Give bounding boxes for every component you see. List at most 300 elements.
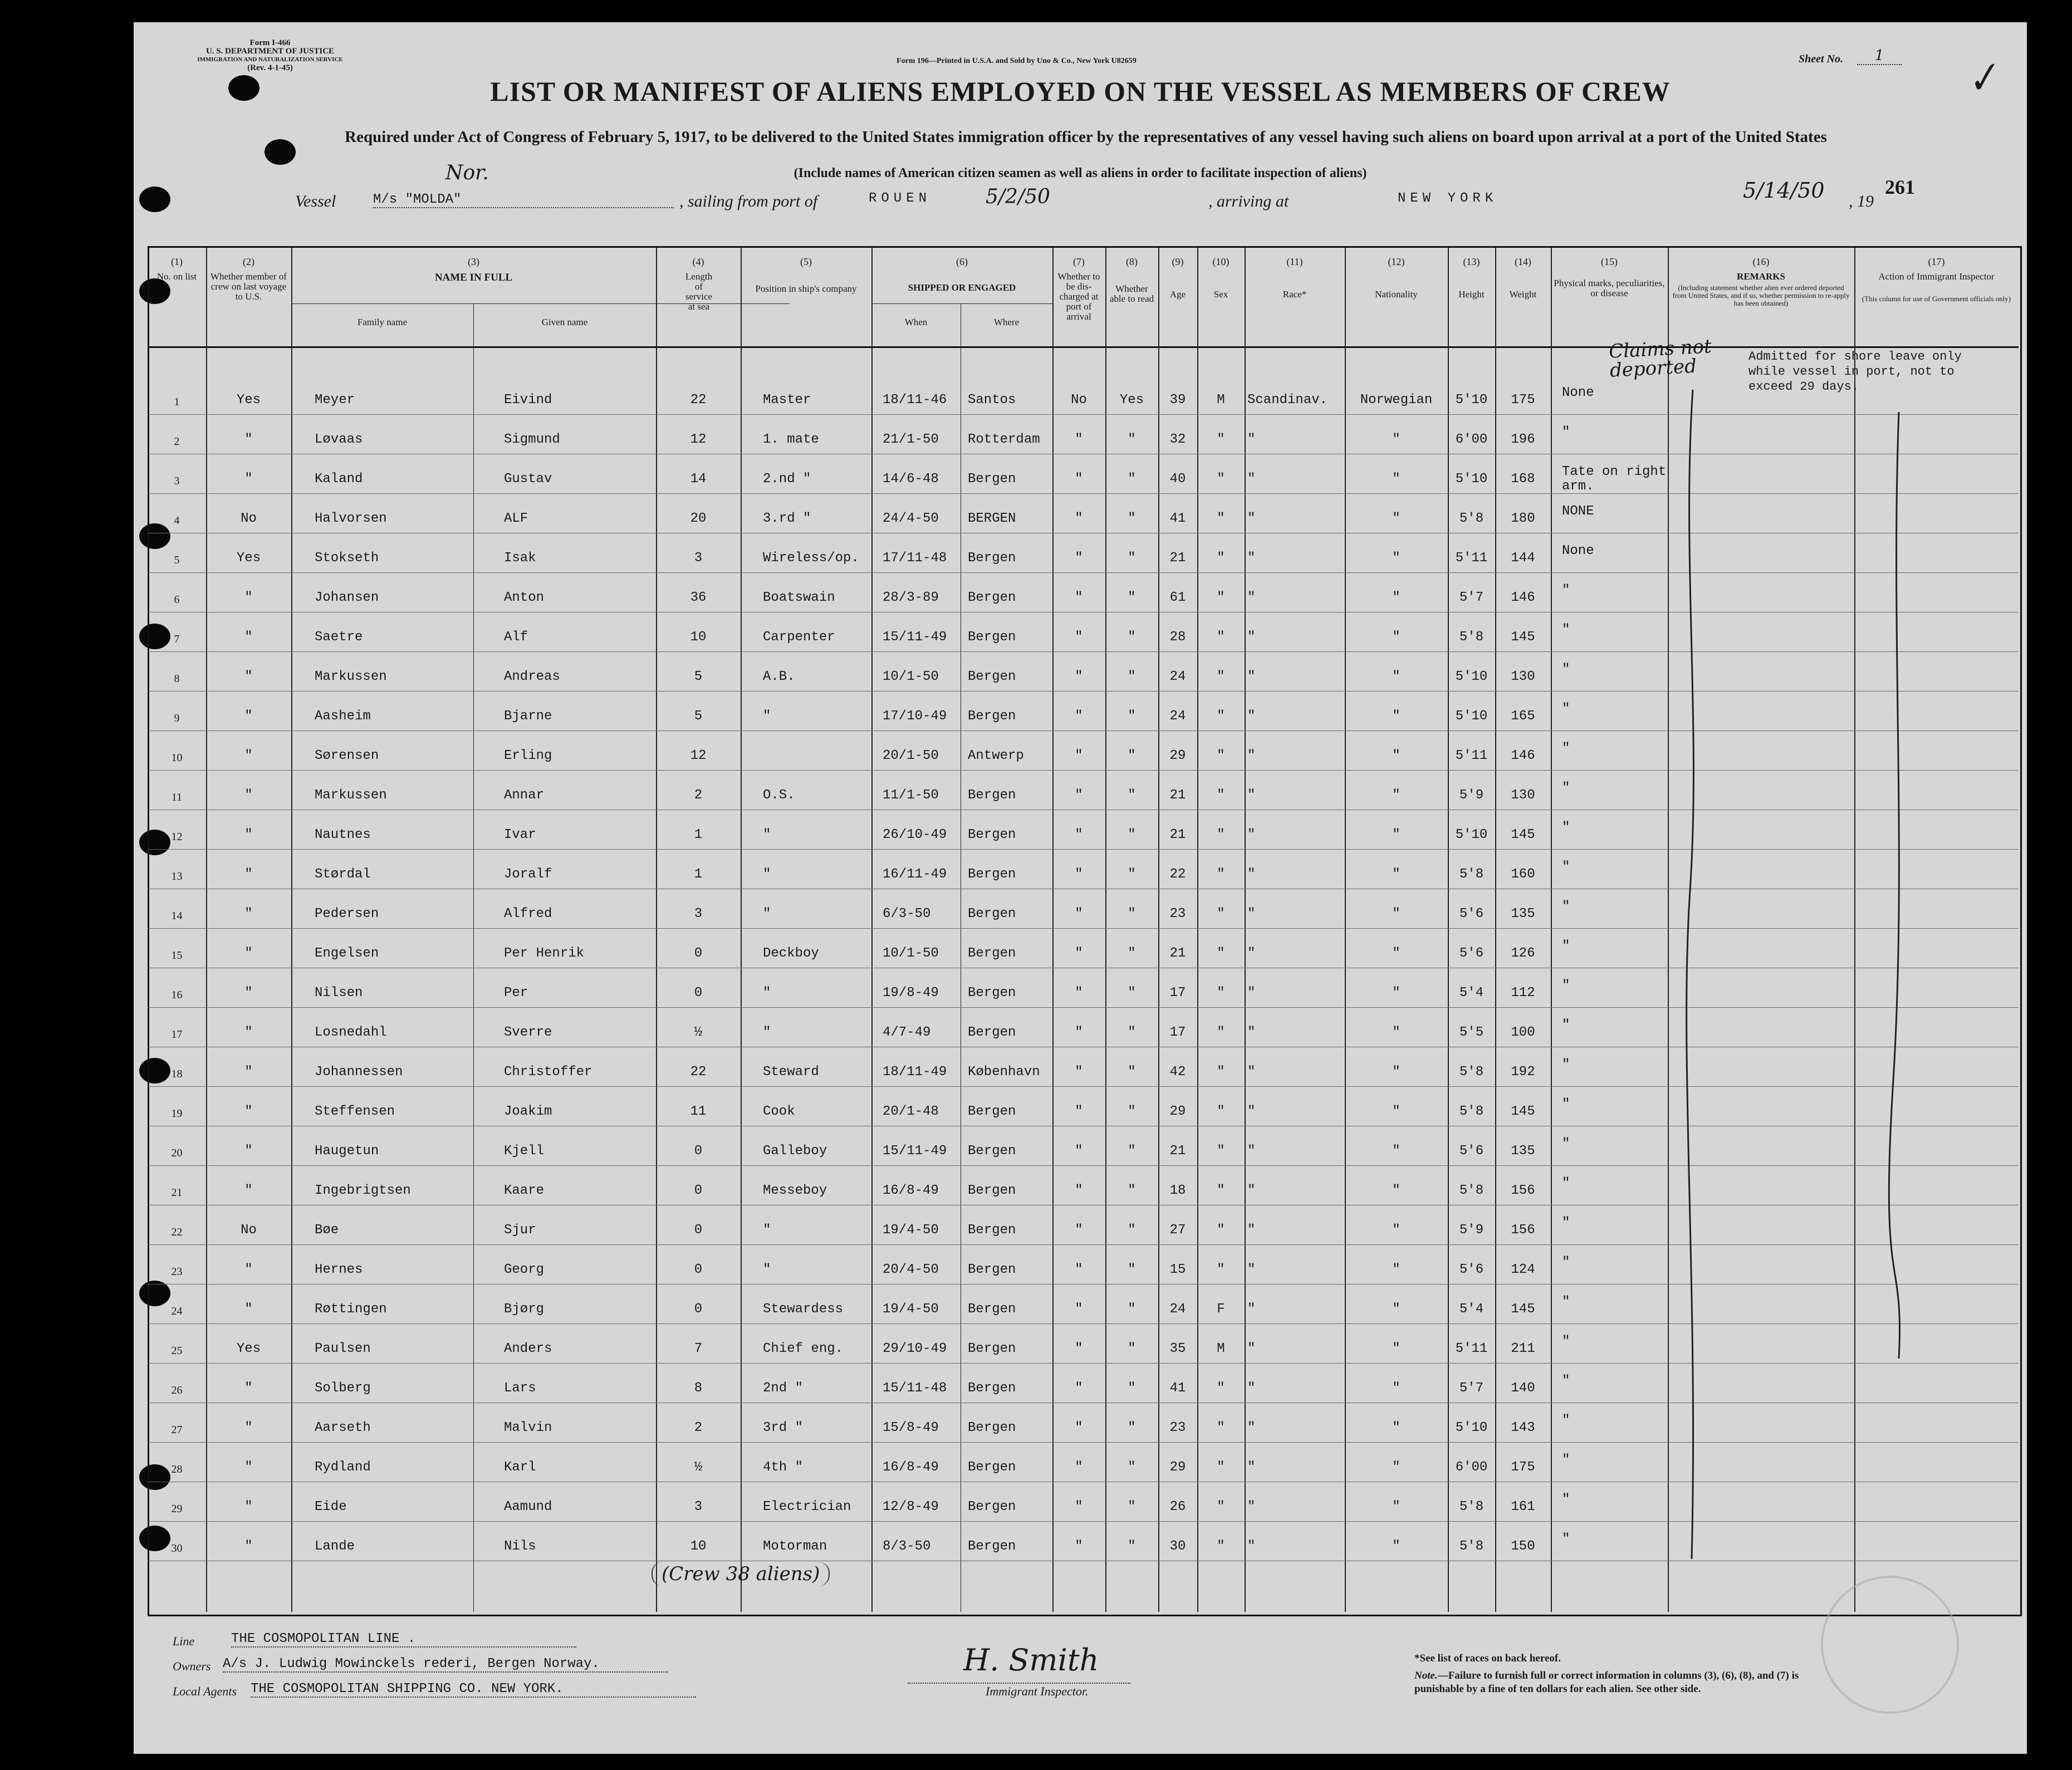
cell-nat: " (1392, 472, 1400, 487)
cell-race: " (1247, 1025, 1256, 1040)
cell-age: 39 (1169, 393, 1186, 408)
cell-age: 29 (1169, 748, 1186, 763)
cell-height: 5'6 (1459, 946, 1484, 961)
to-port: NEW YORK (1398, 191, 1498, 206)
cell-family: Aasheim (315, 709, 371, 724)
cell-sex: M (1217, 393, 1225, 408)
cell-no: 18 (171, 1068, 183, 1080)
cell-age: 17 (1169, 1025, 1186, 1040)
cell-position: " (763, 709, 771, 724)
cell-prev: No (241, 1223, 257, 1238)
cell-family: Solberg (315, 1381, 371, 1396)
cell-sex: " (1217, 1381, 1225, 1396)
cell-prev: " (244, 1539, 253, 1554)
cell-where: Bergen (968, 1223, 1016, 1238)
cell-sex: " (1217, 709, 1225, 724)
cell-disch: " (1075, 1223, 1083, 1238)
cell-age: 26 (1169, 1499, 1186, 1514)
col-header-nationality: Nationality (1375, 289, 1418, 300)
cell-where: Bergen (968, 985, 1016, 1001)
cell-read: " (1128, 1381, 1136, 1396)
cell-nat: " (1392, 906, 1400, 921)
cell-service: 0 (694, 1183, 703, 1198)
cell-when: 18/11-46 (883, 393, 947, 408)
cell-prev: " (244, 827, 253, 842)
cell-family: Paulsen (315, 1341, 371, 1356)
cell-marks: None (1562, 385, 1594, 400)
cell-service: 22 (690, 1065, 707, 1080)
cell-service: 0 (694, 946, 703, 961)
cell-family: Johannessen (315, 1065, 403, 1080)
table-row (134, 376, 2027, 415)
cell-weight: 161 (1511, 1499, 1535, 1514)
check-mark: ✓ (1960, 52, 2004, 105)
cell-service: 12 (690, 748, 707, 763)
cell-family: Steffensen (315, 1104, 395, 1119)
cell-nat: " (1392, 1499, 1400, 1514)
cell-prev: Yes (236, 393, 261, 408)
cell-nat: " (1392, 630, 1400, 645)
cell-weight: 135 (1511, 1144, 1535, 1159)
cell-sex: " (1217, 1223, 1225, 1238)
cell-service: 12 (690, 432, 707, 447)
cell-age: 24 (1169, 1302, 1186, 1317)
cell-family: Engelsen (315, 946, 379, 961)
cell-where: Bergen (968, 1104, 1016, 1119)
table-row (134, 692, 2027, 732)
cell-no: 6 (174, 594, 180, 606)
cell-disch: " (1075, 432, 1083, 447)
owners-value: A/s J. Ludwig Mowinckels rederi, Bergen Norway. (223, 1656, 668, 1673)
cell-disch: " (1075, 1183, 1083, 1198)
cell-height: 5'6 (1459, 906, 1484, 921)
cell-read: " (1128, 1262, 1136, 1277)
col-header-name: NAME IN FULL (434, 272, 513, 283)
cell-height: 5'4 (1459, 985, 1484, 1001)
cell-sex: " (1217, 827, 1225, 842)
cell-family: Halvorsen (315, 511, 387, 526)
cell-family: Meyer (315, 393, 355, 408)
cell-age: 42 (1169, 1065, 1186, 1080)
table-row (134, 1166, 2027, 1206)
cell-given: Anders (504, 1341, 552, 1356)
cell-marks: " (1562, 1018, 1570, 1033)
cell-height: 5'8 (1459, 867, 1484, 882)
cell-family: Pedersen (315, 906, 379, 921)
vessel-name: M/s "MOLDA" (373, 192, 674, 208)
cell-weight: 130 (1511, 788, 1535, 803)
cell-prev: Yes (236, 1341, 261, 1356)
cell-weight: 168 (1511, 472, 1535, 487)
cell-no: 11 (171, 791, 183, 803)
table-row (134, 534, 2027, 573)
table-row (134, 1364, 2027, 1404)
cell-age: 40 (1169, 472, 1186, 487)
line-value: THE COSMOPOLITAN LINE . (231, 1631, 576, 1648)
cell-nat: " (1392, 867, 1400, 882)
cell-sex: " (1217, 788, 1225, 803)
cell-race: " (1247, 946, 1256, 961)
cell-position: Motorman (763, 1539, 827, 1554)
cell-disch: " (1075, 511, 1083, 526)
table-row (134, 1246, 2027, 1285)
cell-no: 23 (171, 1266, 183, 1278)
cell-position: Cook (763, 1104, 795, 1119)
col-header-action: Action of Immigrant Inspector (1878, 271, 1995, 282)
cell-sex: " (1217, 1183, 1225, 1198)
cell-read: " (1128, 867, 1136, 882)
cell-marks: " (1562, 1334, 1570, 1349)
cell-when: 14/6-48 (883, 472, 939, 487)
cell-where: Bergen (968, 1144, 1016, 1159)
cell-marks: " (1562, 583, 1570, 598)
cell-height: 5'8 (1459, 1499, 1484, 1514)
cell-height: 5'8 (1459, 511, 1484, 526)
cell-disch: " (1075, 985, 1083, 1001)
cell-position: 3.rd " (763, 511, 811, 526)
cell-position: Messeboy (763, 1183, 827, 1198)
cell-sex: " (1217, 946, 1225, 961)
cell-age: 18 (1169, 1183, 1186, 1198)
cell-given: Anton (504, 590, 545, 605)
cell-marks: " (1562, 1136, 1570, 1151)
table-row (134, 929, 2027, 969)
cell-when: 4/7-49 (883, 1025, 931, 1040)
cell-no: 7 (174, 633, 180, 645)
cell-age: 21 (1169, 1144, 1186, 1159)
cell-race: " (1247, 1499, 1256, 1514)
cell-weight: 175 (1511, 1460, 1535, 1475)
cell-sex: " (1217, 590, 1225, 605)
cell-prev: " (244, 1499, 253, 1514)
sheet-label: Sheet No. (1799, 53, 1843, 65)
cell-position: Carpenter (763, 630, 835, 645)
cell-read: " (1128, 1539, 1136, 1554)
cell-age: 21 (1169, 788, 1186, 803)
cell-position: 1. mate (763, 432, 819, 447)
cell-position: " (763, 985, 771, 1001)
col-header-prev-voyage: Whether member of crew on last voyage to U.S. (210, 271, 287, 302)
cell-marks: " (1562, 1255, 1570, 1270)
cell-height: 5'11 (1455, 551, 1488, 566)
table-row (134, 811, 2027, 850)
cell-position: 3rd " (763, 1420, 804, 1435)
table-row (134, 1443, 2027, 1483)
cell-weight: 145 (1511, 1104, 1535, 1119)
cell-position: Electrician (763, 1499, 851, 1514)
cell-given: Bjarne (504, 709, 552, 724)
cell-given: Karl (504, 1460, 536, 1475)
cell-read: " (1128, 946, 1136, 961)
cell-prev: Yes (236, 551, 261, 566)
cell-position: Galleboy (763, 1144, 827, 1159)
cell-height: 5'9 (1459, 1223, 1484, 1238)
cell-marks: " (1562, 425, 1570, 440)
table-row (134, 771, 2027, 811)
cell-no: 29 (171, 1503, 183, 1515)
shore-leave-remark: Admitted for shore leave only while vessel in port, not to exceed 29 days. (1748, 350, 1962, 394)
stamp-number: 261 (1885, 176, 1915, 198)
cell-disch: " (1075, 1341, 1083, 1356)
cell-where: Bergen (968, 1025, 1016, 1040)
cell-disch: " (1075, 630, 1083, 645)
cell-weight: 143 (1511, 1420, 1535, 1435)
cell-age: 24 (1169, 669, 1186, 684)
cell-prev: " (244, 985, 253, 1001)
cell-race: " (1247, 1381, 1256, 1396)
cell-nat: " (1392, 748, 1400, 763)
cell-no: 15 (171, 949, 183, 962)
cell-no: 8 (174, 673, 180, 685)
cell-age: 35 (1169, 1341, 1186, 1356)
cell-disch: " (1075, 1262, 1083, 1277)
cell-where: Bergen (968, 1499, 1016, 1514)
cell-when: 16/11-49 (883, 867, 947, 882)
cell-sex: " (1217, 1104, 1225, 1119)
cell-nat: " (1392, 590, 1400, 605)
cell-service: 10 (690, 630, 707, 645)
cell-when: 6/3-50 (883, 906, 931, 921)
cell-given: Bjørg (504, 1302, 545, 1317)
cell-marks: " (1562, 860, 1570, 875)
cell-sex: " (1217, 1539, 1225, 1554)
cell-disch: " (1075, 906, 1083, 921)
cell-prev: " (244, 1104, 253, 1119)
cell-disch: No (1071, 393, 1087, 408)
cell-race: " (1247, 511, 1256, 526)
cell-where: Bergen (968, 472, 1016, 487)
cell-given: Lars (504, 1381, 536, 1396)
col-header-age: Age (1169, 289, 1186, 300)
cell-race: " (1247, 551, 1256, 566)
cell-nat: " (1392, 946, 1400, 961)
cell-given: Sigmund (504, 432, 560, 447)
cell-no: 2 (174, 435, 180, 448)
cell-nat: " (1392, 788, 1400, 803)
cell-weight: 146 (1511, 748, 1535, 763)
cell-nat: " (1392, 432, 1400, 447)
cell-height: 5'10 (1455, 827, 1488, 842)
cell-prev: " (244, 1144, 253, 1159)
cell-age: 21 (1169, 827, 1186, 842)
cell-weight: 211 (1511, 1341, 1535, 1356)
cell-when: 24/4-50 (883, 511, 939, 526)
cell-sex: " (1217, 906, 1225, 921)
cell-height: 5'8 (1459, 1539, 1484, 1554)
cell-marks: " (1562, 702, 1570, 717)
cell-family: Aarseth (315, 1420, 371, 1435)
cell-read: " (1128, 590, 1136, 605)
cell-no: 14 (171, 910, 183, 922)
cell-race: " (1247, 432, 1256, 447)
cell-nat: " (1392, 1381, 1400, 1396)
penalty-note (1414, 1669, 1838, 1696)
cell-service: 3 (694, 1499, 703, 1514)
cell-given: Sverre (504, 1025, 552, 1040)
cell-sex: " (1217, 511, 1225, 526)
cell-prev: " (244, 788, 253, 803)
form-number: Form I-466 (249, 38, 291, 47)
cell-age: 15 (1169, 1262, 1186, 1277)
cell-nat: " (1392, 1420, 1400, 1435)
cell-family: Løvaas (315, 432, 363, 447)
owners-label: Owners (173, 1659, 211, 1673)
service-name: IMMIGRATION AND NATURALIZATION SERVICE (197, 56, 343, 63)
col-header-no: No. on list (156, 271, 197, 282)
cell-position: " (763, 827, 771, 842)
cell-when: 16/8-49 (883, 1183, 939, 1198)
cell-marks: " (1562, 1532, 1570, 1547)
arrival-date: 5/14/50 (1743, 178, 1825, 203)
table-row (134, 890, 2027, 929)
cell-no: 22 (171, 1226, 183, 1238)
cell-read: " (1128, 1104, 1136, 1119)
cell-read: " (1128, 1025, 1136, 1040)
cell-service: 11 (690, 1104, 707, 1119)
cell-weight: 126 (1511, 946, 1535, 961)
cell-family: Kaland (315, 472, 363, 487)
table-row (134, 1404, 2027, 1443)
cell-height: 5'10 (1455, 472, 1488, 487)
cell-read: Yes (1119, 393, 1144, 408)
cell-sex: " (1217, 985, 1225, 1001)
cell-when: 8/3-50 (883, 1539, 931, 1554)
cell-service: 20 (690, 511, 707, 526)
col-header-action-note: (This column for use of Government officials only) (1862, 295, 2011, 303)
cell-service: 0 (694, 1144, 703, 1159)
cell-weight: 180 (1511, 511, 1535, 526)
cell-nat: " (1392, 709, 1400, 724)
cell-disch: " (1075, 748, 1083, 763)
cell-nat: " (1392, 827, 1400, 842)
table-row (134, 1206, 2027, 1246)
cell-marks: " (1562, 1215, 1570, 1230)
cell-sex: " (1217, 867, 1225, 882)
cell-height: 5'8 (1459, 1065, 1484, 1080)
cell-given: Aamund (504, 1499, 552, 1514)
cell-given: Joralf (504, 867, 552, 882)
cell-where: Bergen (968, 590, 1016, 605)
cell-given: Ivar (504, 827, 536, 842)
department-name: U. S. DEPARTMENT OF JUSTICE (205, 47, 335, 56)
cell-family: Røttingen (315, 1302, 387, 1317)
cell-when: 15/8-49 (883, 1420, 939, 1435)
cell-marks: " (1562, 1492, 1570, 1507)
cell-family: Stokseth (315, 551, 379, 566)
cell-disch: " (1075, 551, 1083, 566)
cell-age: 41 (1169, 511, 1186, 526)
cell-marks: " (1562, 1374, 1570, 1389)
cell-no: 27 (171, 1424, 183, 1436)
cell-given: Isak (504, 551, 536, 566)
cell-read: " (1128, 432, 1136, 447)
cell-race: " (1247, 1223, 1256, 1238)
cell-no: 5 (174, 554, 180, 566)
cell-disch: " (1075, 1381, 1083, 1396)
cell-race: " (1247, 630, 1256, 645)
nationality-note: Nor. (445, 161, 489, 184)
cell-race: " (1247, 709, 1256, 724)
cell-race: " (1247, 1460, 1256, 1475)
cell-marks: " (1562, 1295, 1570, 1310)
cell-age: 27 (1169, 1223, 1186, 1238)
cell-prev: " (244, 867, 253, 882)
table-row (134, 732, 2027, 771)
cell-family: Markussen (315, 669, 387, 684)
cell-weight: 160 (1511, 867, 1535, 882)
cell-family: Losnedahl (315, 1025, 387, 1040)
cell-weight: 140 (1511, 1381, 1535, 1396)
col-header-given-name: Given name (541, 317, 588, 327)
cell-prev: " (244, 590, 253, 605)
cell-family: Eide (315, 1499, 347, 1514)
cell-marks: Tate on right arm. (1562, 464, 1667, 494)
cell-nat: " (1392, 1144, 1400, 1159)
cell-no: 21 (171, 1186, 183, 1199)
cell-no: 24 (171, 1305, 183, 1317)
cell-family: Haugetun (315, 1144, 379, 1159)
cell-disch: " (1075, 1065, 1083, 1080)
cell-read: " (1128, 1223, 1136, 1238)
cell-sex: " (1217, 1262, 1225, 1277)
cell-position: Deckboy (763, 946, 819, 961)
cell-no: 17 (171, 1028, 183, 1041)
cell-marks: " (1562, 939, 1570, 954)
cell-disch: " (1075, 1539, 1083, 1554)
cell-read: " (1128, 709, 1136, 724)
col-header-sex: Sex (1213, 289, 1228, 300)
cell-age: 32 (1169, 432, 1186, 447)
cell-service: 0 (694, 1262, 703, 1277)
cell-nat: " (1392, 1460, 1400, 1475)
cell-no: 10 (171, 752, 183, 764)
table-row (134, 653, 2027, 692)
cell-age: 28 (1169, 630, 1186, 645)
cell-read: " (1128, 1065, 1136, 1080)
cell-where: Bergen (968, 669, 1016, 684)
cell-age: 29 (1169, 1104, 1186, 1119)
cell-when: 20/4-50 (883, 1262, 939, 1277)
cell-where: Bergen (968, 1381, 1016, 1396)
cell-given: Alf (504, 630, 528, 645)
cell-height: 5'11 (1455, 1341, 1488, 1356)
cell-disch: " (1075, 867, 1083, 882)
cell-weight: 192 (1511, 1065, 1535, 1080)
cell-position: Steward (763, 1065, 819, 1080)
cell-where: Bergen (968, 1460, 1016, 1475)
cell-weight: 144 (1511, 551, 1535, 566)
arriving-label: , arriving at (1208, 192, 1289, 210)
cell-given: Andreas (504, 669, 560, 684)
vessel-label: Vessel (295, 192, 336, 210)
note-label: Note. (1414, 1670, 1438, 1681)
punch-hole (228, 75, 259, 101)
cell-given: Georg (504, 1262, 545, 1277)
cell-when: 20/1-48 (883, 1104, 939, 1119)
cell-disch: " (1075, 472, 1083, 487)
cell-service: ½ (694, 1025, 703, 1040)
cell-position: 2.nd " (763, 472, 811, 487)
cell-sex: " (1217, 551, 1225, 566)
cell-nat: " (1392, 1539, 1400, 1554)
cell-weight: 175 (1511, 393, 1535, 408)
agents-value: THE COSMOPOLITAN SHIPPING CO. NEW YORK. (251, 1681, 696, 1698)
cell-read: " (1128, 1420, 1136, 1435)
cell-prev: " (244, 1302, 253, 1317)
table-row (134, 494, 2027, 534)
crew-count-note: (Crew 38 aliens) (652, 1562, 830, 1586)
cell-read: " (1128, 630, 1136, 645)
